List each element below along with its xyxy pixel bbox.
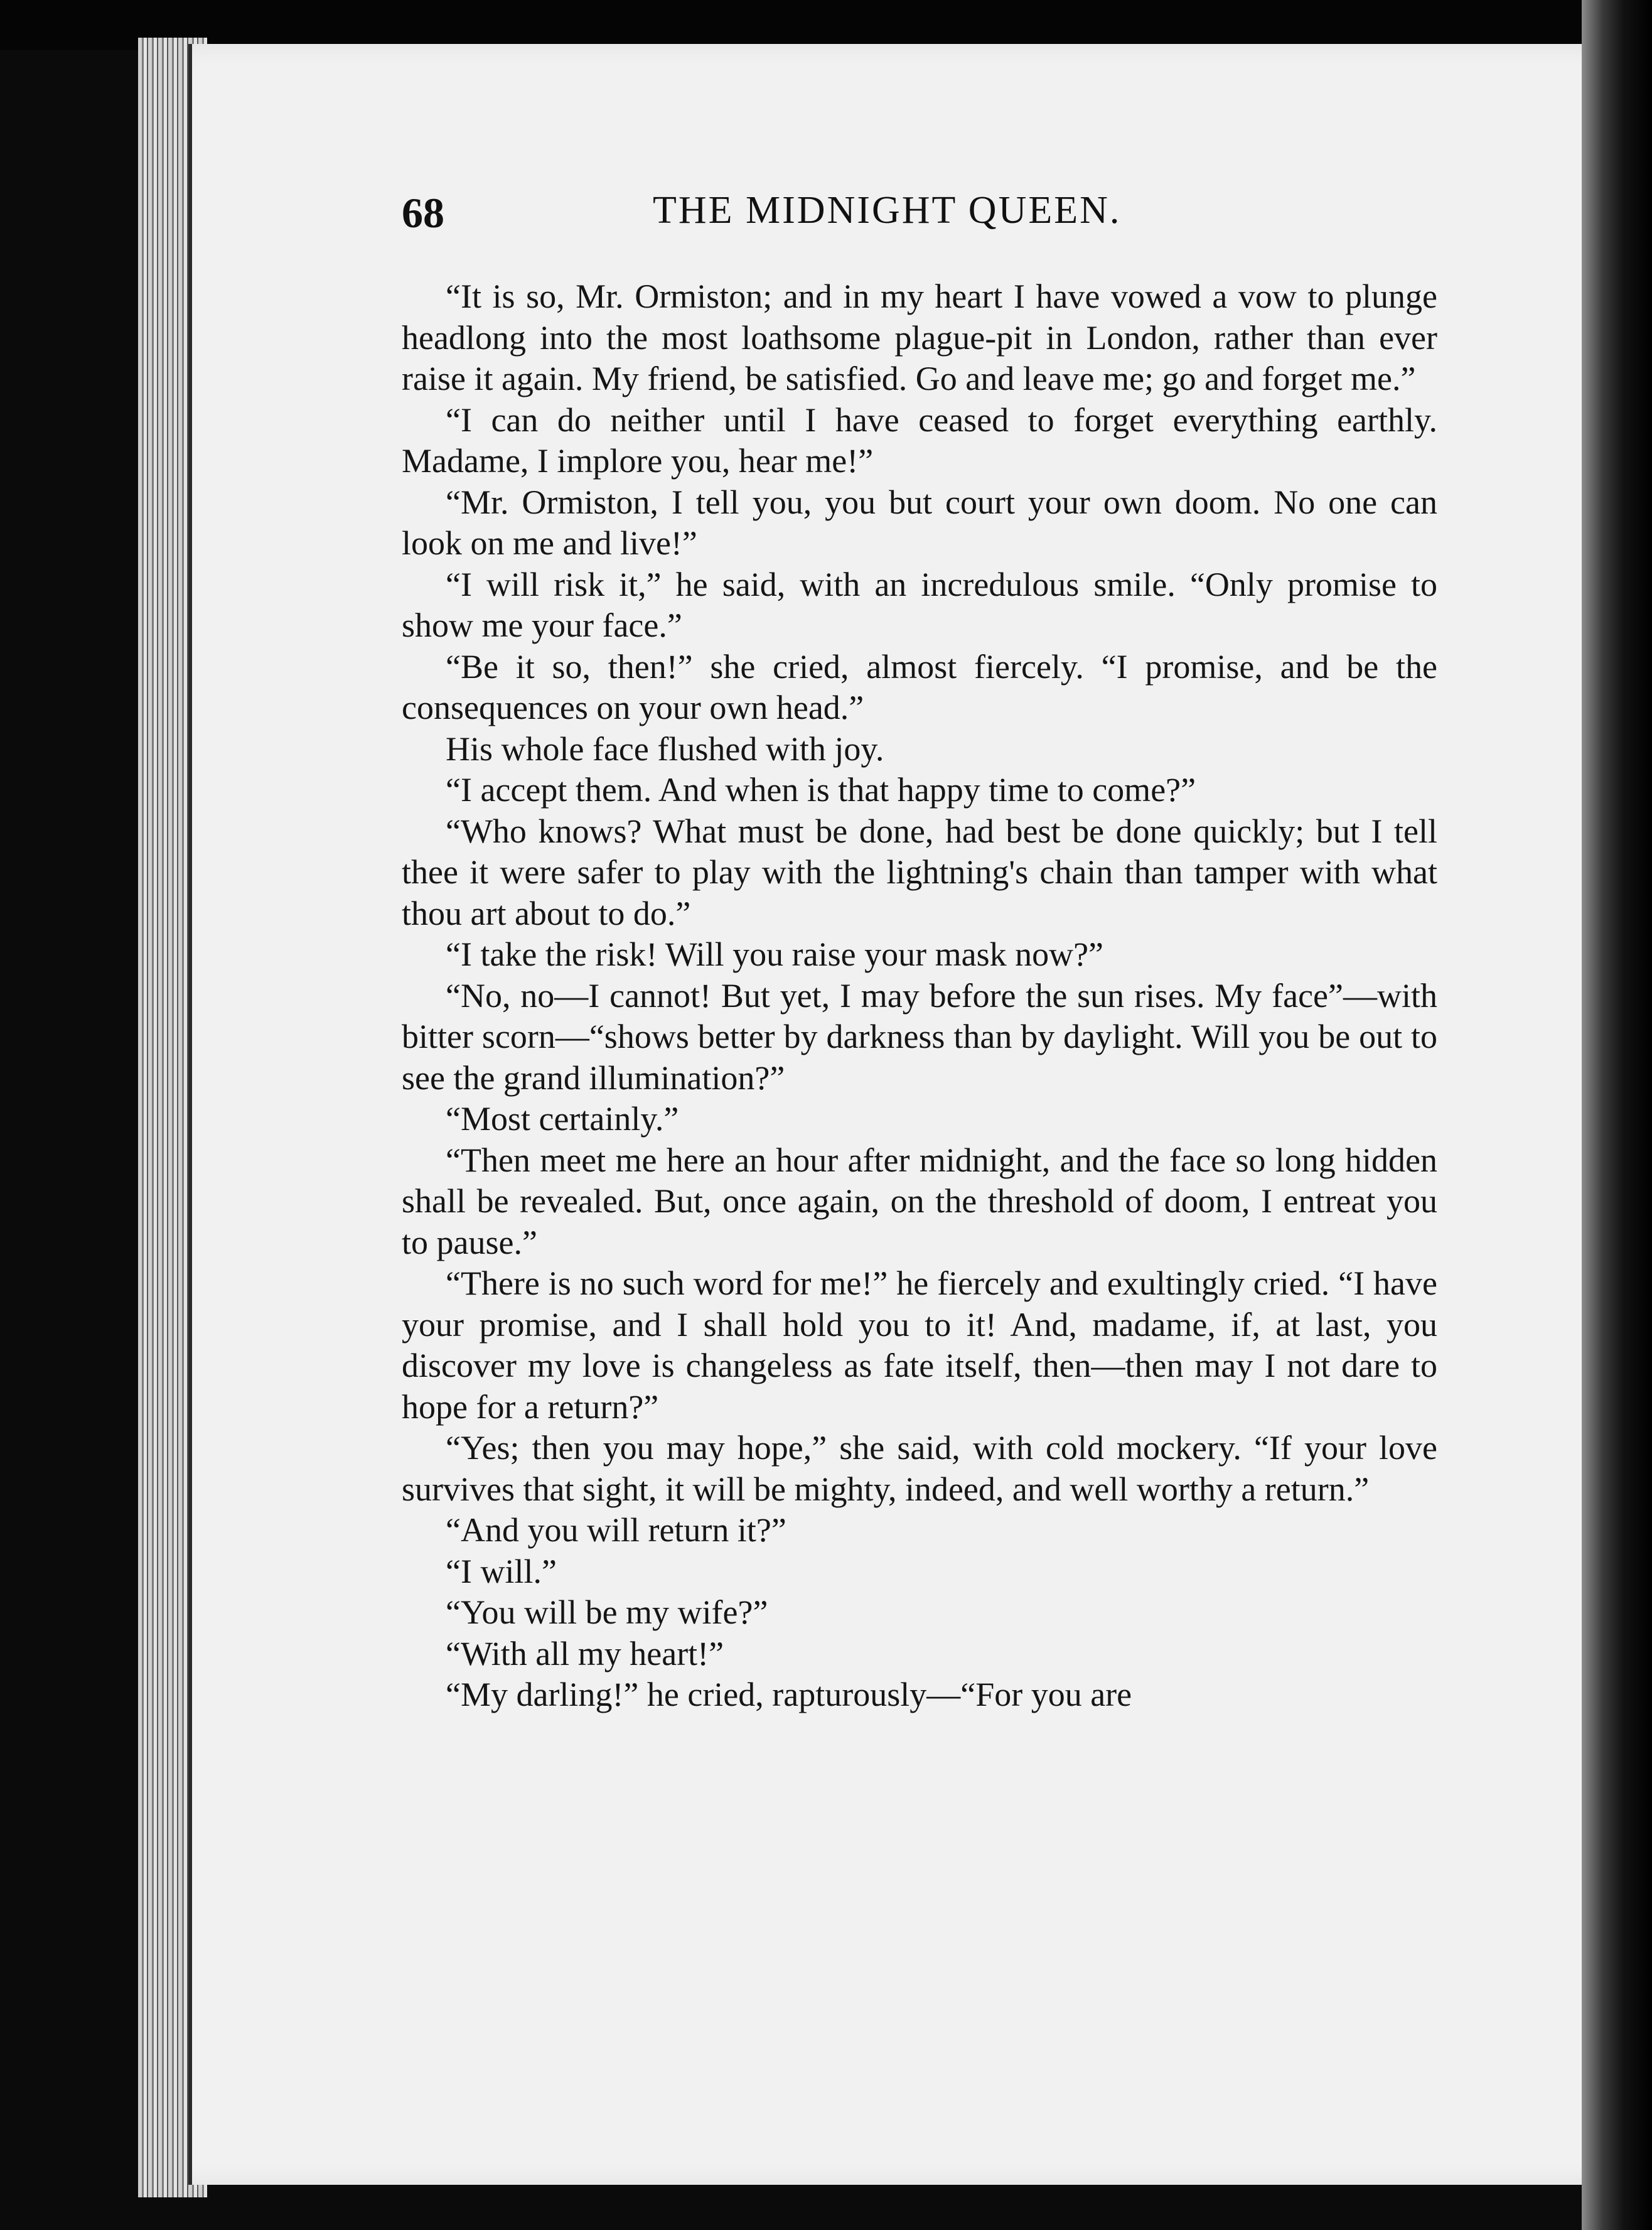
paragraph: “No, no—I cannot! But yet, I may before the sun rises. My face”—with bitter scorn—“shows better by darkness than by daylight. Will you be out to see the grand illumination?” [402, 976, 1437, 1097]
paragraph: “I will.” [446, 1552, 557, 1590]
body-text [402, 276, 1437, 1716]
paragraph: “With all my heart!” [446, 1634, 724, 1672]
paragraph: “Then meet me here an hour after midnight, and the face so long hidden shall be revealed. But, once again, on the threshold of doom, I entreat you to pause.” [402, 1141, 1437, 1261]
paragraph: “Mr. Ormiston, I tell you, you but court your own doom. No one can look on me and live!” [402, 483, 1437, 562]
paragraph: “I accept them. And when is that happy time to come?” [446, 771, 1196, 809]
page-header [402, 188, 1444, 245]
paragraph: “I take the risk! Will you raise your mask now?” [446, 935, 1104, 973]
paragraph: “Most certainly.” [446, 1100, 679, 1138]
paragraph: “I can do neither until I have ceased to forget everything earthly. Madame, I implore you, hear me!” [402, 401, 1437, 480]
paragraph: “I will risk it,” he said, with an incredulous smile. “Only promise to show me your face.” [402, 565, 1437, 644]
paragraph: “It is so, Mr. Ormiston; and in my heart I have vowed a vow to plunge headlong into the most loathsome plague-pit in London, rather than ever raise it again. My friend, be satisfied. Go and leave me; go and forget me.” [402, 277, 1437, 397]
paragraph: “Who knows? What must be done, had best be done quickly; but I tell thee it were safer to play with the lightning's chain than tamper with what thou art about to do.” [402, 812, 1437, 932]
paragraph: “You will be my wife?” [446, 1593, 768, 1631]
binding-shadow [1582, 0, 1652, 2230]
paragraph: “There is no such word for me!” he fiercely and exultingly cried. “I have your promise, and I shall hold you to it! And, madame, if, at last, you discover my love is changeless as fate itself, then—then may I not dare to hope for a return?” [402, 1264, 1437, 1426]
paragraph: “Yes; then you may hope,” she said, with cold mockery. “If your love survives that sight, it will be mighty, indeed, and well worthy a return.” [402, 1429, 1437, 1508]
scan-top-border [0, 0, 1652, 50]
paragraph: “And you will return it?” [446, 1511, 786, 1549]
running-title: THE MIDNIGHT QUEEN. [653, 189, 1122, 232]
paragraph: “My darling!” he cried, rapturously—“For you are [446, 1676, 1132, 1713]
page-number: 68 [402, 189, 444, 237]
paragraph: “Be it so, then!” she cried, almost fiercely. “I promise, and be the consequences on your own head.” [402, 647, 1437, 726]
paragraph: His whole face flushed with joy. [446, 730, 884, 768]
